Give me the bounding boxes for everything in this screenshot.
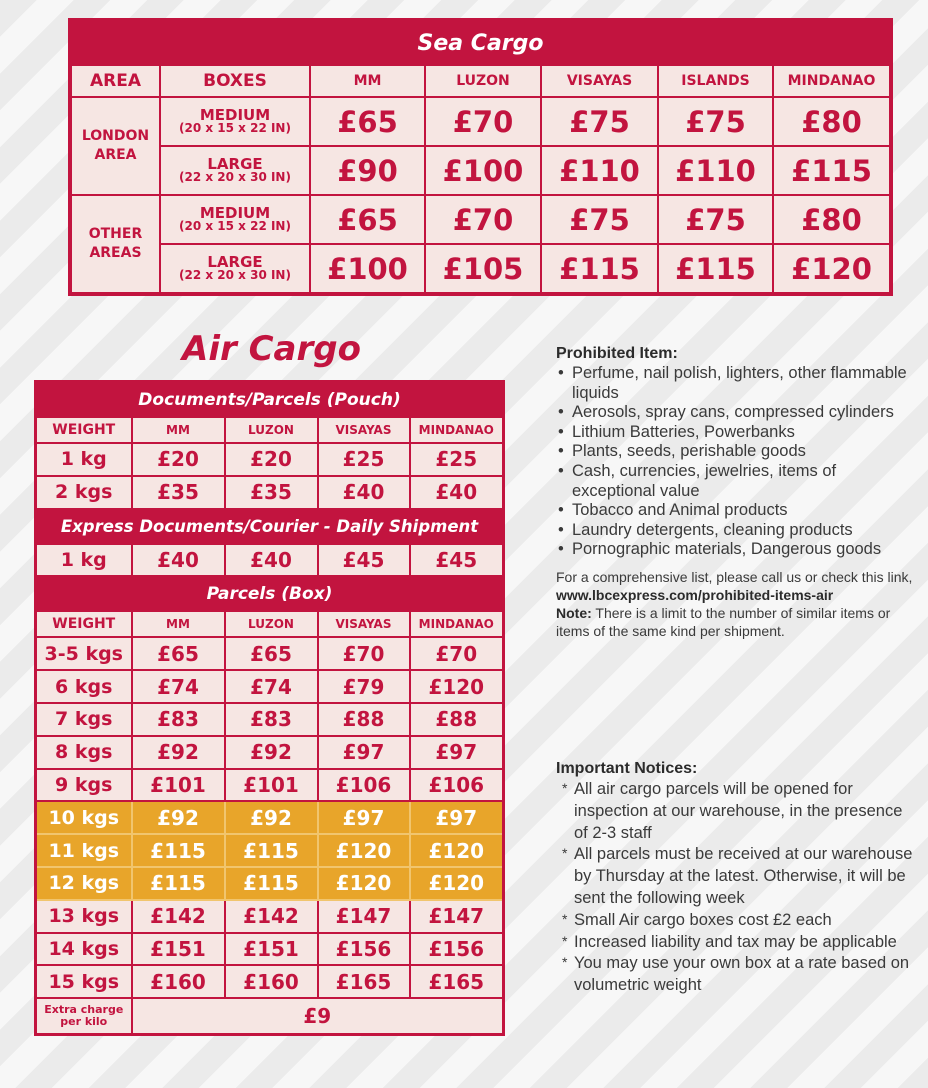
pouch-row <box>36 443 504 476</box>
price-cell: £142 <box>225 900 318 933</box>
weight-cell: 14 kgs <box>36 933 132 966</box>
price-cell: £20 <box>225 443 318 476</box>
prohibited-item: • Aerosols, spray cans, compressed cylinders <box>556 403 916 423</box>
weight-cell: 8 kgs <box>36 736 132 769</box>
important-notices-section <box>556 759 916 997</box>
price-cell: £75 <box>541 195 658 244</box>
price-cell: £106 <box>410 769 504 802</box>
price-cell: £106 <box>318 769 410 802</box>
prohibited-link[interactable]: www.lbcexpress.com/prohibited-items-air <box>556 586 834 603</box>
weight-cell: 6 kgs <box>36 670 132 703</box>
price-cell: £65 <box>225 637 318 670</box>
price-cell: £35 <box>132 476 225 509</box>
col-header-mm: MM <box>310 65 425 97</box>
price-cell: £120 <box>410 670 504 703</box>
prohibited-items-section <box>556 344 916 640</box>
price-cell: £65 <box>310 97 425 146</box>
price-cell: £75 <box>541 97 658 146</box>
prohibited-list <box>556 364 916 560</box>
weight-cell: 1 kg <box>36 443 132 476</box>
area-label: OTHER AREAS <box>70 195 160 294</box>
price-cell: £25 <box>318 443 410 476</box>
col-header-boxes: BOXES <box>160 65 310 97</box>
price-cell: £100 <box>425 146 541 195</box>
price-cell: £70 <box>410 637 504 670</box>
col-header-mindanao: MINDANAO <box>773 65 891 97</box>
parcel-row <box>36 900 504 933</box>
price-cell: £74 <box>132 670 225 703</box>
price-cell: £120 <box>318 834 410 867</box>
price-cell: £97 <box>318 736 410 769</box>
price-cell: £115 <box>658 244 773 294</box>
box-dimensions: (22 x 20 x 30 IN) <box>179 169 291 184</box>
price-cell: £70 <box>425 195 541 244</box>
notice-item: * All air cargo parcels will be opened for inspection at our warehouse, in the presence of 2-3 staff <box>556 779 916 844</box>
notice-item: * All parcels must be received at our warehouse by Thursday at the latest. Otherwise, it will be sent the following week <box>556 844 916 909</box>
parcel-row <box>36 769 504 802</box>
price-cell: £75 <box>658 195 773 244</box>
price-cell: £20 <box>132 443 225 476</box>
call-text: For a comprehensive list, please call us or check this link, <box>556 568 913 585</box>
notice-item: * You may use your own box at a rate based on volumetric weight <box>556 953 916 997</box>
box-size <box>160 244 310 294</box>
express-section-title: Express Documents/Courier - Daily Shipment <box>60 516 479 536</box>
price-cell: £25 <box>410 443 504 476</box>
price-cell: £35 <box>225 476 318 509</box>
price-cell: £40 <box>225 544 318 577</box>
price-cell: £120 <box>410 867 504 900</box>
box-dimensions: (20 x 15 x 22 IN) <box>179 218 291 233</box>
note-label: Note: <box>556 604 592 621</box>
col-header-visayas: VISAYAS <box>318 417 410 443</box>
box-size <box>160 146 310 195</box>
weight-cell: 11 kgs <box>36 834 132 867</box>
col-header-weight: WEIGHT <box>36 417 132 443</box>
weight-cell: 7 kgs <box>36 703 132 736</box>
price-cell: £74 <box>225 670 318 703</box>
sea-row <box>70 195 891 244</box>
prohibited-item: • Pornographic materials, Dangerous goods <box>556 540 916 560</box>
prohibited-item: • Plants, seeds, perishable goods <box>556 442 916 462</box>
price-cell: £105 <box>425 244 541 294</box>
price-cell: £79 <box>318 670 410 703</box>
price-cell: £88 <box>410 703 504 736</box>
price-cell: £97 <box>410 736 504 769</box>
weight-cell: 9 kgs <box>36 769 132 802</box>
price-cell: £40 <box>132 544 225 577</box>
price-cell: £110 <box>658 146 773 195</box>
price-cell: £120 <box>410 834 504 867</box>
col-header-luzon: LUZON <box>225 611 318 637</box>
price-cell: £90 <box>310 146 425 195</box>
air-cargo-title: Air Cargo <box>182 329 361 369</box>
parcel-row <box>36 933 504 966</box>
parcel-row-highlighted <box>36 867 504 900</box>
col-header-weight: WEIGHT <box>36 611 132 637</box>
prohibited-item: • Lithium Batteries, Powerbanks <box>556 423 916 443</box>
price-cell: £92 <box>225 736 318 769</box>
price-cell: £101 <box>132 769 225 802</box>
box-name: MEDIUM <box>199 203 271 222</box>
price-cell: £88 <box>318 703 410 736</box>
price-cell: £75 <box>658 97 773 146</box>
price-cell: £115 <box>132 867 225 900</box>
box-name: MEDIUM <box>199 105 271 124</box>
price-cell: £83 <box>225 703 318 736</box>
price-cell: £101 <box>225 769 318 802</box>
sea-cargo-table <box>68 18 893 296</box>
price-cell: £100 <box>310 244 425 294</box>
sea-cargo-title: Sea Cargo <box>417 30 544 56</box>
col-header-visayas: VISAYAS <box>318 611 410 637</box>
col-header-luzon: LUZON <box>425 65 541 97</box>
parcel-row <box>36 703 504 736</box>
box-section-title: Parcels (Box) <box>206 583 333 604</box>
express-row <box>36 544 504 577</box>
box-size <box>160 97 310 146</box>
price-cell: £151 <box>132 933 225 966</box>
price-cell: £115 <box>132 834 225 867</box>
price-cell: £97 <box>318 801 410 834</box>
parcel-row <box>36 670 504 703</box>
weight-cell: 15 kgs <box>36 965 132 998</box>
weight-cell: 13 kgs <box>36 900 132 933</box>
price-cell: £115 <box>541 244 658 294</box>
price-cell: £120 <box>318 867 410 900</box>
price-cell: £65 <box>132 637 225 670</box>
price-cell: £45 <box>410 544 504 577</box>
extra-charge-label: Extra charge per kilo <box>36 998 132 1035</box>
col-header-mm: MM <box>132 417 225 443</box>
price-cell: £80 <box>773 97 891 146</box>
pouch-row <box>36 476 504 509</box>
price-cell: £70 <box>318 637 410 670</box>
price-cell: £160 <box>225 965 318 998</box>
sea-row <box>70 97 891 146</box>
price-cell: £80 <box>773 195 891 244</box>
air-cargo-table <box>34 380 505 1036</box>
notice-item: * Increased liability and tax may be applicable <box>556 932 916 954</box>
box-size <box>160 195 310 244</box>
price-cell: £110 <box>541 146 658 195</box>
extra-charge-row <box>36 998 504 1035</box>
weight-cell: 12 kgs <box>36 867 132 900</box>
price-cell: £92 <box>132 736 225 769</box>
price-cell: £156 <box>318 933 410 966</box>
price-cell: £83 <box>132 703 225 736</box>
price-cell: £115 <box>773 146 891 195</box>
prohibited-item: • Laundry detergents, cleaning products <box>556 521 916 541</box>
price-cell: £40 <box>410 476 504 509</box>
pouch-section-title: Documents/Parcels (Pouch) <box>138 389 401 410</box>
price-cell: £142 <box>132 900 225 933</box>
col-header-mindanao: MINDANAO <box>410 417 504 443</box>
price-cell: £165 <box>410 965 504 998</box>
parcel-row-highlighted <box>36 801 504 834</box>
note-text: There is a limit to the number of similar items or items of the same kind per shipment. <box>556 604 891 639</box>
box-name: LARGE <box>207 252 263 271</box>
parcel-row <box>36 736 504 769</box>
notice-item: * Small Air cargo boxes cost £2 each <box>556 910 916 932</box>
parcel-row <box>36 965 504 998</box>
note <box>556 604 916 640</box>
price-cell: £40 <box>318 476 410 509</box>
prohibited-title: Prohibited Item: <box>556 345 678 362</box>
parcel-row <box>36 637 504 670</box>
price-cell: £70 <box>425 97 541 146</box>
notices-title: Important Notices: <box>556 760 698 777</box>
box-dimensions: (22 x 20 x 30 IN) <box>179 267 291 282</box>
price-cell: £45 <box>318 544 410 577</box>
price-cell: £160 <box>132 965 225 998</box>
box-dimensions: (20 x 15 x 22 IN) <box>179 120 291 135</box>
col-header-visayas: VISAYAS <box>541 65 658 97</box>
col-header-mindanao: MINDANAO <box>410 611 504 637</box>
price-cell: £147 <box>410 900 504 933</box>
price-cell: £92 <box>132 801 225 834</box>
price-cell: £65 <box>310 195 425 244</box>
price-cell: £115 <box>225 834 318 867</box>
price-cell: £97 <box>410 801 504 834</box>
area-label: LONDON AREA <box>70 97 160 195</box>
price-cell: £147 <box>318 900 410 933</box>
col-header-luzon: LUZON <box>225 417 318 443</box>
price-cell: £115 <box>225 867 318 900</box>
sea-row <box>70 146 891 195</box>
price-cell: £151 <box>225 933 318 966</box>
prohibited-item: • Perfume, nail polish, lighters, other flammable liquids <box>556 364 916 403</box>
price-cell: £165 <box>318 965 410 998</box>
prohibited-item: • Cash, currencies, jewelries, items of exceptional value <box>556 462 916 501</box>
weight-cell: 2 kgs <box>36 476 132 509</box>
extra-charge-value: £9 <box>132 998 504 1035</box>
prohibited-item: • Tobacco and Animal products <box>556 501 916 521</box>
weight-cell: 10 kgs <box>36 801 132 834</box>
price-cell: £92 <box>225 801 318 834</box>
price-cell: £120 <box>773 244 891 294</box>
box-name: LARGE <box>207 154 263 173</box>
col-header-mm: MM <box>132 611 225 637</box>
col-header-islands: ISLANDS <box>658 65 773 97</box>
sea-row <box>70 244 891 294</box>
col-header-area: AREA <box>70 65 160 97</box>
weight-cell: 3-5 kgs <box>36 637 132 670</box>
parcel-row-highlighted <box>36 834 504 867</box>
notices-list <box>556 779 916 997</box>
price-cell: £156 <box>410 933 504 966</box>
weight-cell: 1 kg <box>36 544 132 577</box>
